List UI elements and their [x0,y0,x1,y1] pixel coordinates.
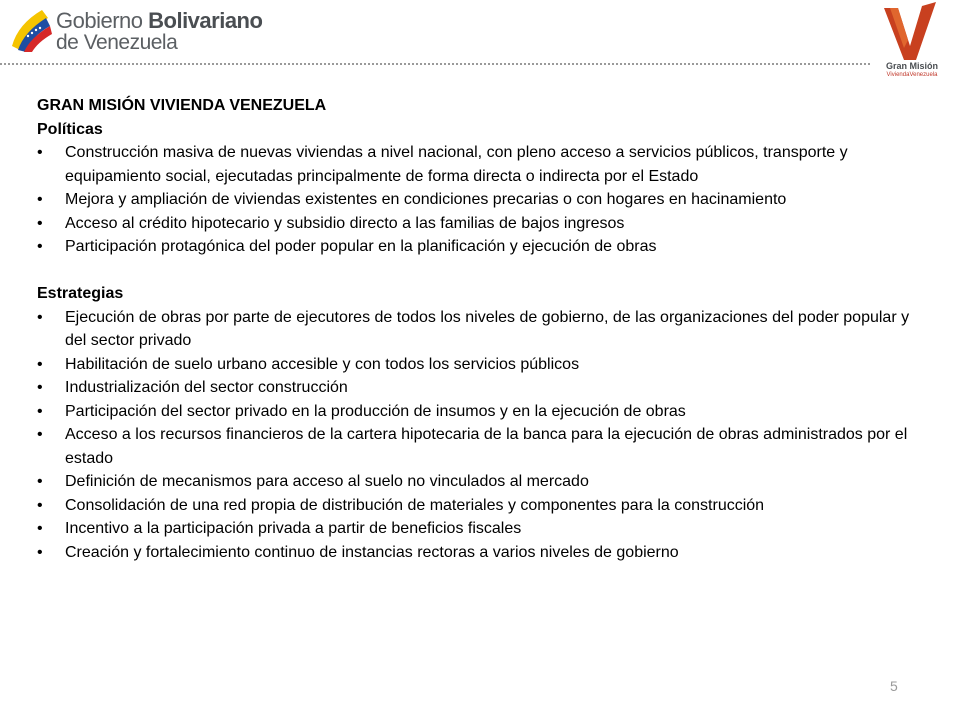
estrategias-list [37,306,913,565]
list-item-text: Industrialización del sector construcción [65,379,348,396]
wordmark-line-2: de Venezuela [56,31,178,54]
list-item [37,235,913,259]
mission-logo-title: Gran Misión [885,61,938,71]
list-item-text: Participación protagónica del poder popular en la planificación y ejecución de obras [65,238,657,255]
bullet-icon: • [37,426,43,443]
bullet-icon: • [37,473,43,490]
bullet-icon: • [37,238,43,255]
mission-logo-subtitle: ViviendaVenezuela [886,72,938,78]
list-item [37,470,913,494]
list-item [37,212,913,236]
politicas-list [37,141,913,259]
bullet-icon: • [37,520,43,537]
list-item-text: Definición de mecanismos para acceso al suelo no vinculados al mercado [65,473,589,490]
bullet-icon: • [37,379,43,396]
list-item [37,494,913,518]
bullet-icon: • [37,214,43,232]
list-item [37,306,913,353]
list-item [37,376,913,400]
list-item-text: Construcción masiva de nuevas viviendas a nivel nacional, con pleno acceso a servicios públicos, transporte y equipamiento social, ejecutadas principalmente de forma directa o indirecta por el Estado [65,144,848,185]
list-item-text: Mejora y ampliación de viviendas existentes en condiciones precarias o con hogares en hacinamiento [65,191,787,208]
header-divider [0,63,870,65]
section-spacer [37,259,913,283]
list-item-text: Consolidación de una red propia de distribución de materiales y componentes para la construcción [65,496,765,514]
bullet-icon: • [37,402,43,420]
politicas-heading: Políticas [37,120,103,138]
list-item [37,517,913,541]
bullet-icon: • [37,144,43,161]
bullet-icon: • [37,543,43,561]
slide-header [0,0,960,78]
list-item-text: Habilitación de suelo urbano accesible y con todos los servicios públicos [65,355,580,373]
list-item [37,188,913,212]
list-item [37,423,913,470]
list-item [37,541,913,565]
page-number: 5 [890,678,898,694]
venezuela-flag-logo-icon [8,6,52,52]
list-item-text: Acceso al crédito hipotecario y subsidio directo a las familias de bajos ingresos [65,214,625,232]
slide-title: GRAN MISIÓN VIVIENDA VENEZUELA [37,97,327,114]
bullet-icon: • [37,496,43,514]
bullet-icon: • [37,308,43,326]
wordmark-line-1: Gobierno Bolivariano [56,8,263,33]
list-item-text: Acceso a los recursos financieros de la cartera hipotecaria de la banca para la ejecución de obras administrados por el estado [65,426,908,467]
list-item-text: Incentivo a la participación privada a partir de beneficios fiscales [65,520,522,537]
list-item-text: Creación y fortalecimiento continuo de instancias rectoras a varios niveles de gobierno [65,543,679,561]
slide-body [37,94,913,564]
government-wordmark [56,10,262,54]
list-item-text: Participación del sector privado en la producción de insumos y en la ejecución de obras [65,402,686,420]
estrategias-heading: Estrategias [37,285,124,302]
bullet-icon: • [37,191,43,208]
list-item [37,141,913,188]
list-item [37,353,913,377]
list-item-text: Ejecución de obras por parte de ejecutores de todos los niveles de gobierno, de las organizaciones del poder popular y del sector privado [65,308,910,349]
bullet-icon: • [37,355,43,373]
list-item [37,400,913,424]
